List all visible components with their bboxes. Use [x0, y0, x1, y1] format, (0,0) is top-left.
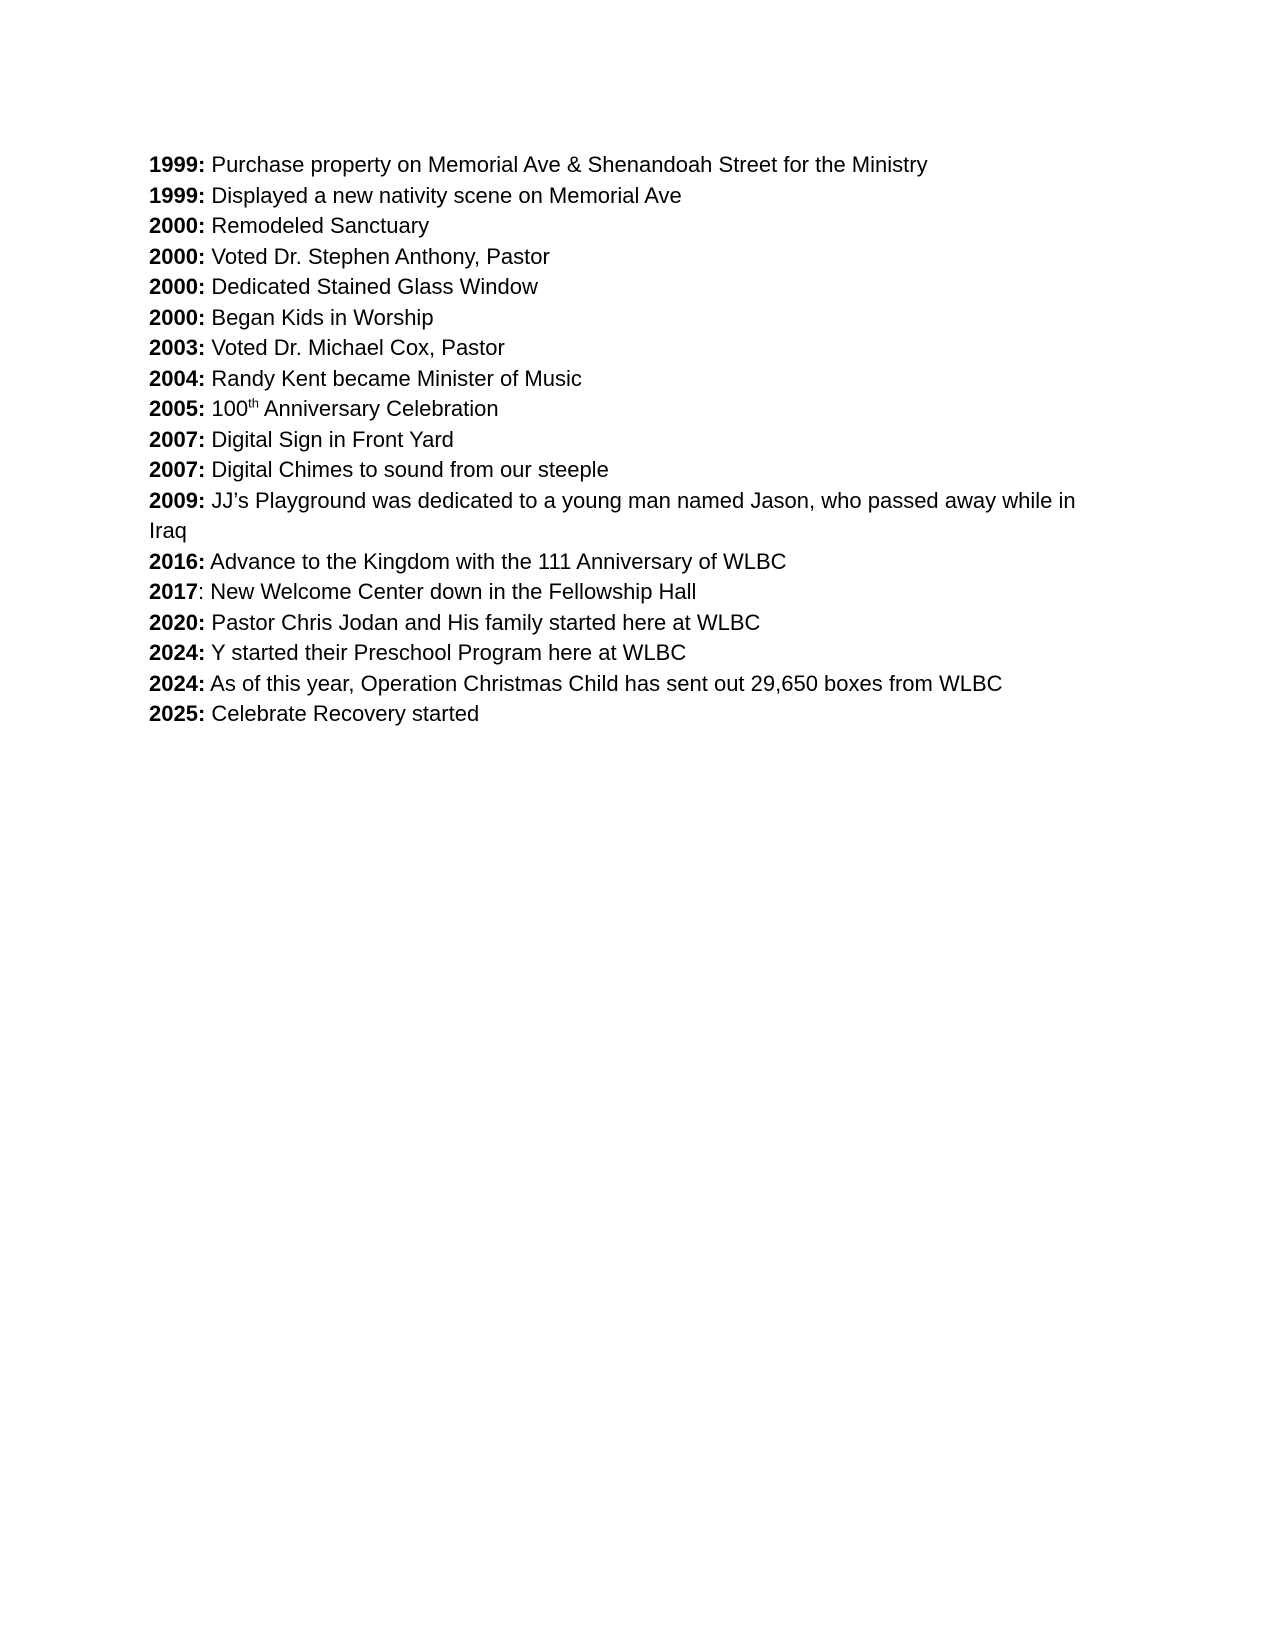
entry-text: Digital Chimes to sound from our steeple — [205, 457, 609, 482]
entry-text: New Welcome Center down in the Fellowship Hall — [204, 579, 697, 604]
entry-year: 2025: — [149, 701, 206, 726]
entry-year: 2024: — [149, 640, 206, 665]
ordinal-superscript: th — [248, 395, 259, 411]
entry-separator: : — [197, 670, 206, 696]
entry-separator: : — [197, 274, 206, 299]
entry-year: 2005: — [149, 396, 206, 421]
entry-year: 2003: — [149, 335, 206, 360]
entry-separator: : — [197, 579, 205, 604]
entry-text: Voted Dr. Stephen Anthony, Pastor — [205, 243, 550, 269]
timeline-entry — [149, 486, 1119, 547]
timeline-entry — [149, 272, 1119, 303]
timeline-entry — [149, 242, 1119, 273]
timeline-entry — [149, 577, 1119, 608]
entry-separator: : — [197, 457, 206, 482]
entry-year: 2016: — [149, 548, 206, 574]
timeline-entry — [149, 669, 1119, 700]
entry-text: Randy Kent became Minister of Music — [205, 365, 582, 391]
timeline-entry — [149, 364, 1119, 395]
entry-year: 2007: — [149, 426, 206, 452]
timeline-entry — [149, 150, 1119, 181]
entry-text: Dedicated Stained Glass Window — [205, 274, 538, 299]
entry-text: Voted Dr. Michael Cox, Pastor — [205, 335, 505, 360]
entry-year: 2000: — [149, 304, 206, 330]
timeline-entry — [149, 394, 1119, 425]
timeline-entry — [149, 638, 1119, 669]
timeline-entry — [149, 608, 1119, 639]
entry-text: Pastor Chris Jodan and His family started here at WLBC — [205, 609, 761, 635]
entry-year: 2000: — [149, 274, 206, 299]
entry-separator: : — [197, 335, 206, 360]
entry-year: 2020: — [149, 609, 206, 635]
entry-text: Advance to the Kingdom with the 111 Anniversary of WLBC — [205, 548, 787, 574]
entry-text: Digital Sign in Front Yard — [205, 426, 454, 452]
entry-separator: : — [197, 152, 206, 177]
entry-text: Displayed a new nativity scene on Memorial Ave — [205, 182, 682, 208]
entry-text-after: Anniversary Celebration — [258, 396, 499, 421]
entry-year: 2017 — [149, 579, 198, 604]
entry-text: JJ’s Playground was dedicated to a young man named Jason, who passed away while in Iraq — [149, 487, 1076, 543]
entry-text: Purchase property on Memorial Ave & Shenandoah Street for the Ministry — [205, 152, 928, 177]
entry-text: As of this year, Operation Christmas Child has sent out 29,650 boxes from WLBC — [205, 670, 1003, 696]
entry-separator: : — [197, 396, 206, 421]
entry-year: 1999: — [149, 182, 206, 208]
entry-year: 2000: — [149, 243, 206, 269]
entry-separator: : — [197, 640, 206, 665]
entry-year: 2007: — [149, 457, 206, 482]
entry-separator: : — [197, 426, 206, 452]
entry-year: 2000: — [149, 213, 206, 238]
entry-separator: : — [197, 243, 206, 269]
entry-year: 2004: — [149, 365, 206, 391]
entry-separator: : — [197, 182, 206, 208]
timeline-entry — [149, 455, 1119, 486]
timeline-entry — [149, 333, 1119, 364]
entry-year: 2009: — [149, 487, 206, 513]
entry-year: 1999: — [149, 152, 206, 177]
entry-year: 2024: — [149, 670, 206, 696]
timeline-entry — [149, 547, 1119, 578]
timeline-entry — [149, 303, 1119, 334]
entry-text: Celebrate Recovery started — [205, 701, 480, 726]
entry-separator: : — [197, 487, 206, 513]
entry-text: Y started their Preschool Program here at WLBC — [205, 640, 687, 665]
entry-text: 100 — [205, 396, 249, 421]
entry-text: Began Kids in Worship — [205, 304, 434, 330]
timeline-entry — [149, 425, 1119, 456]
history-timeline — [149, 150, 1119, 730]
timeline-entry — [149, 699, 1119, 730]
timeline-entry — [149, 211, 1119, 242]
entry-separator: : — [197, 304, 206, 330]
entry-separator: : — [197, 365, 206, 391]
entry-separator: : — [197, 548, 206, 574]
timeline-entry — [149, 181, 1119, 212]
entry-separator: : — [197, 701, 206, 726]
entry-separator: : — [197, 609, 206, 635]
entry-text: Remodeled Sanctuary — [205, 213, 430, 238]
entry-separator: : — [197, 213, 206, 238]
